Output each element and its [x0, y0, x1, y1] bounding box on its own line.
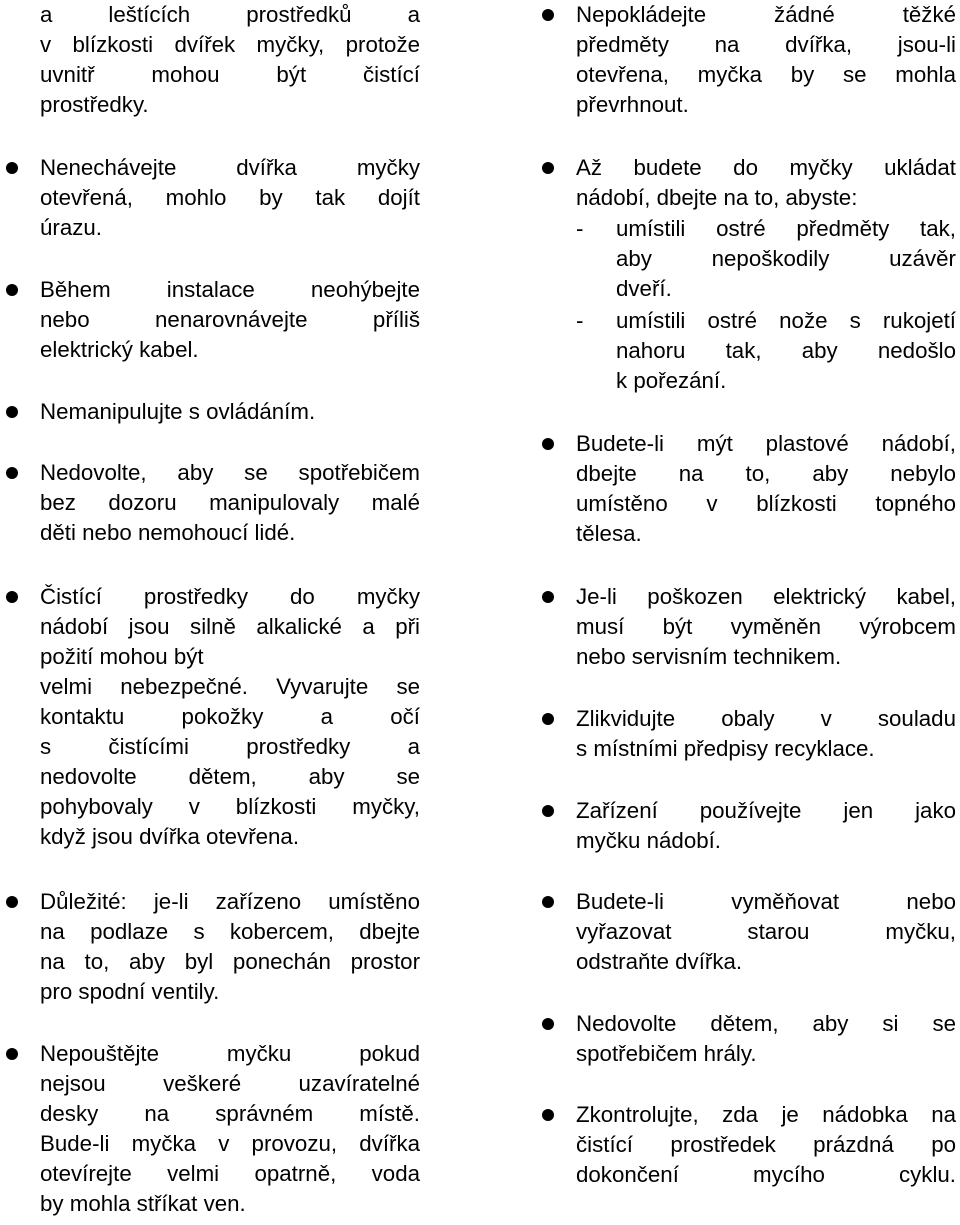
bullet-text	[40, 153, 420, 243]
text-line: musí být vyměněn výrobcem	[576, 614, 956, 639]
text-line: Budete-li vyměňovat nebo	[576, 889, 956, 914]
text-line: aby nepoškodily uzávěr	[616, 246, 956, 271]
text-line: nedovolte dětem, aby se	[40, 764, 420, 789]
bullet-icon	[542, 591, 554, 603]
text-line: Nepokládejte žádné těžké	[576, 2, 956, 27]
bullet-icon	[6, 284, 18, 296]
text-line: odstraňte dvířka.	[576, 949, 743, 974]
text-line: převrhnout.	[576, 92, 689, 117]
text-line: předměty na dvířka, jsou-li	[576, 32, 956, 57]
text-line: Nepouštějte myčku pokud	[40, 1041, 420, 1066]
bullet-icon	[6, 591, 18, 603]
text-line: myčku nádobí.	[576, 828, 722, 853]
bullet-text	[576, 704, 956, 764]
text-line: nahoru tak, aby nedošlo	[616, 338, 956, 363]
text-line: Je-li poškozen elektrický kabel,	[576, 584, 956, 609]
text-line: Budete-li mýt plastové nádobí,	[576, 431, 956, 456]
text-line: Bude-li myčka v provozu, dvířka	[40, 1131, 420, 1156]
bullet-icon	[542, 713, 554, 725]
text-line: Čistící prostředky do myčky	[40, 584, 420, 609]
bullet-icon	[6, 467, 18, 479]
bullet-text	[576, 1100, 956, 1190]
text-line: k pořezání.	[616, 368, 727, 393]
bullet-text	[40, 1039, 420, 1219]
bullet-icon	[6, 896, 18, 908]
text-line: na to, aby byl ponechán prostor	[40, 949, 420, 974]
text-line: by mohla stříkat ven.	[40, 1191, 246, 1216]
text-line: nádobí jsou silně alkalické a při	[40, 614, 420, 639]
sub-item-text	[616, 306, 956, 396]
bullet-text	[40, 275, 420, 365]
bullet-icon	[542, 162, 554, 174]
text-line: spotřebičem hrály.	[576, 1041, 757, 1066]
bullet-text	[576, 1009, 956, 1069]
text-line: kontaktu pokožky a očí	[40, 704, 420, 729]
bullet-text	[40, 887, 420, 1007]
text-line: když jsou dvířka otevřena.	[40, 824, 300, 849]
text-line: prostředky.	[40, 92, 149, 117]
text-line: Zlikvidujte obaly v souladu	[576, 706, 956, 731]
text-line: čistící prostředek prázdná po	[576, 1132, 956, 1157]
bullet-icon	[542, 805, 554, 817]
bullet-text	[576, 796, 956, 856]
bullet-text	[576, 582, 956, 672]
bullet-icon	[6, 162, 18, 174]
sub-item-text	[616, 214, 956, 304]
text-line: Až budete do myčky ukládat	[576, 155, 956, 180]
text-line: Důležité: je-li zařízeno umístěno	[40, 889, 420, 914]
text-line: nebo servisním technikem.	[576, 644, 842, 669]
text-line: umístili ostré předměty tak,	[616, 216, 956, 241]
text-line: nebo nenarovnávejte příliš	[40, 307, 420, 332]
text-line: otevřena, myčka by se mohla	[576, 62, 956, 87]
text-line: bez dozoru manipulovaly malé	[40, 490, 420, 515]
text-line: dbejte na to, aby nebylo	[576, 461, 956, 486]
dash-marker: -	[576, 216, 584, 241]
text-line: uvnitř mohou být čistící	[40, 62, 420, 87]
text-line: dveří.	[616, 276, 672, 301]
bullet-icon	[542, 1109, 554, 1121]
text-line: Nedovolte, aby se spotřebičem	[40, 460, 420, 485]
bullet-text	[40, 582, 420, 852]
text-line: elektrický kabel.	[40, 337, 199, 362]
text-line: umístěno v blízkosti topného	[576, 491, 956, 516]
text-line: na podlaze s kobercem, dbejte	[40, 919, 420, 944]
text-line: tělesa.	[576, 521, 642, 546]
text-line: s čistícími prostředky a	[40, 734, 420, 759]
text-line: Zkontrolujte, zda je nádobka na	[576, 1102, 956, 1127]
text-line: Nedovolte dětem, aby si se	[576, 1011, 956, 1036]
bullet-icon	[542, 9, 554, 21]
text-line: umístili ostré nože s rukojetí	[616, 308, 956, 333]
bullet-text	[40, 458, 420, 548]
text-line: otevírejte velmi opatrně, voda	[40, 1161, 420, 1186]
text-line: Nemanipulujte s ovládáním.	[40, 399, 316, 424]
text-line: Během instalace neohýbejte	[40, 277, 420, 302]
text-line: s místními předpisy recyklace.	[576, 736, 875, 761]
text-line: nejsou veškeré uzavíratelné	[40, 1071, 420, 1096]
text-line: pohybovaly v blízkosti myčky,	[40, 794, 420, 819]
text-line: vyřazovat starou myčku,	[576, 919, 956, 944]
bullet-text	[40, 397, 420, 427]
text-line: úrazu.	[40, 215, 102, 240]
bullet-icon	[6, 1048, 18, 1060]
text-line: nádobí, dbejte na to, abyste:	[576, 185, 858, 210]
text-line: dokončení mycího cyklu.	[576, 1162, 956, 1187]
text-line: Zařízení používejte jen jako	[576, 798, 956, 823]
text-line: desky na správném místě.	[40, 1101, 420, 1126]
bullet-icon	[6, 406, 18, 418]
text-line: požití mohou být	[40, 644, 204, 669]
text-line: a leštících prostředků a	[40, 2, 420, 27]
bullet-text	[576, 153, 956, 213]
bullet-text	[40, 0, 420, 120]
bullet-text	[576, 887, 956, 977]
text-line: velmi nebezpečné. Vyvarujte se	[40, 674, 420, 699]
text-line: v blízkosti dvířek myčky, protože	[40, 32, 420, 57]
bullet-text	[576, 0, 956, 120]
text-line: děti nebo nemohoucí lidé.	[40, 520, 296, 545]
text-line: otevřená, mohlo by tak dojít	[40, 185, 420, 210]
bullet-text	[576, 429, 956, 549]
bullet-icon	[542, 896, 554, 908]
text-line: Nenechávejte dvířka myčky	[40, 155, 420, 180]
bullet-icon	[542, 438, 554, 450]
dash-marker: -	[576, 308, 584, 333]
bullet-icon	[542, 1018, 554, 1030]
text-line: pro spodní ventily.	[40, 979, 220, 1004]
